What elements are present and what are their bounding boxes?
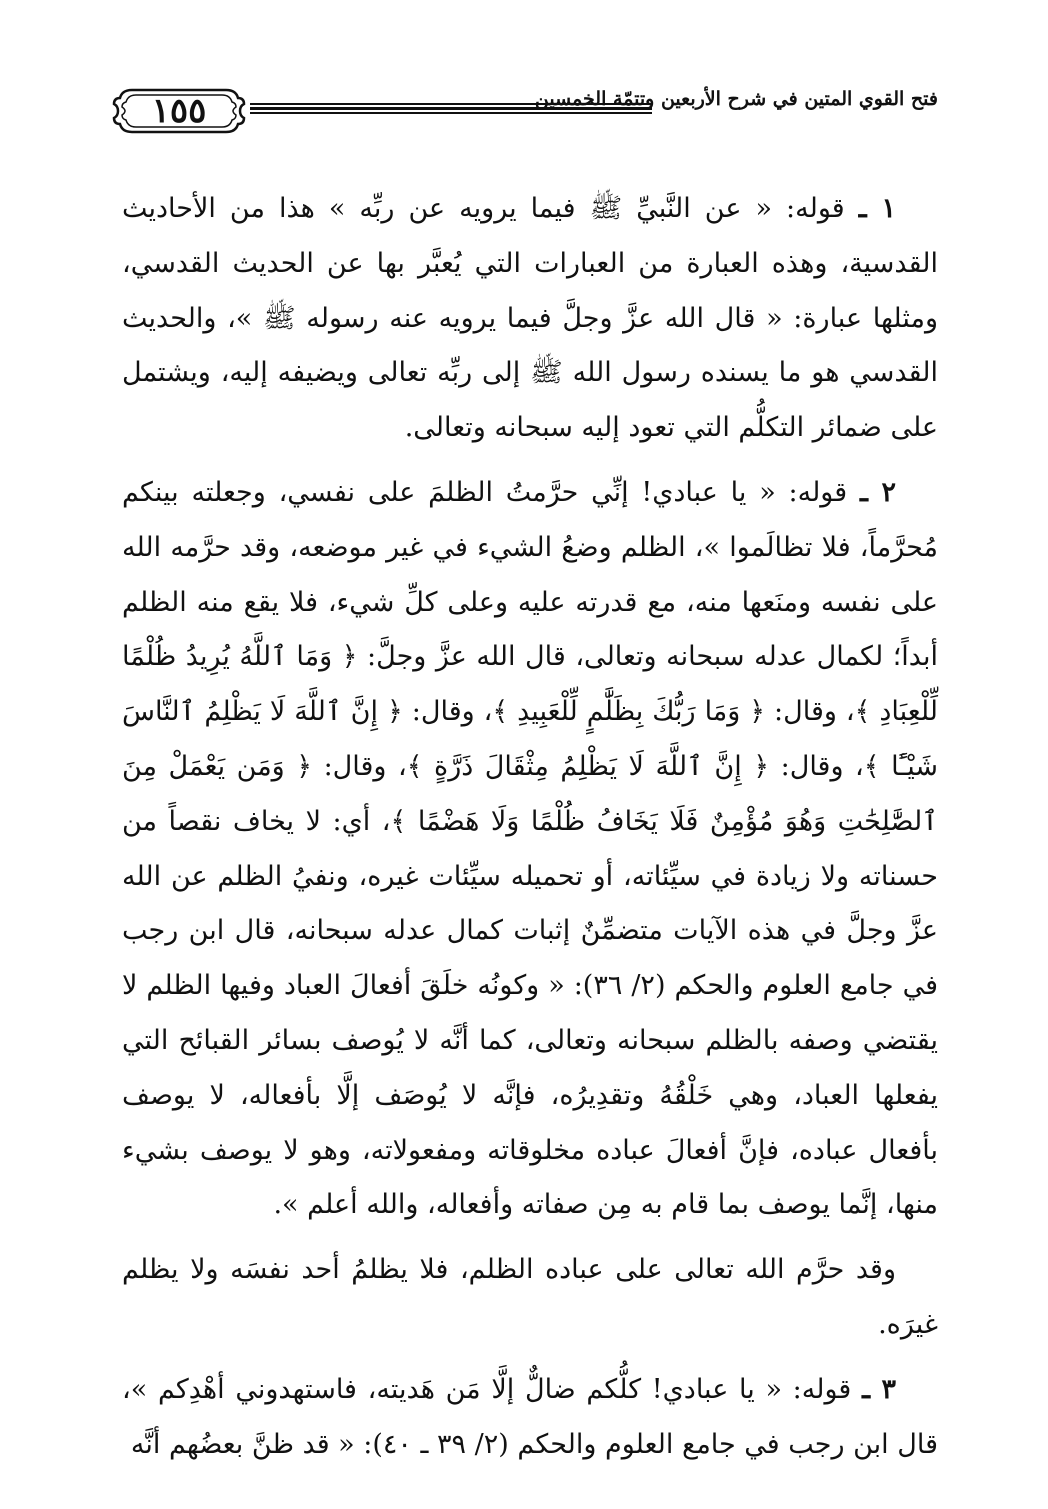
paragraph-text: قوله: « عن النَّبيِّ ﷺ فيما يرويه عن ربِّه » هذا من الأحاديث القدسية، وهذه العبارة من العبارات التي يُعبَّر بها عن الحديث القدسي، ومثلها عبارة: « قال الله عزَّ وجلَّ فيما يرويه عنه رسوله ﷺ »، والحديث القدسي هو ما يسنده رسول الله ﷺ إلى ربِّه تعالى ويضيفه إليه، ويشتمل على ضمائر التكلُّم التي تعود إليه سبحانه وتعالى. — [122, 193, 938, 444]
paragraph-text: قوله: « يا عبادي! إنِّي حرَّمتُ الظلمَ على نفسي، وجعلته بينكم مُحرَّماً، فلا تظالَموا »، الظلم وضعُ الشيء في غير موضعه، وقد حرَّمه الله على نفسه ومنَعها منه، مع قدرته عليه وعلى كلِّ شيء، فلا يقع منه الظلم أبداً؛ لكمال عدله سبحانه وتعالى، قال الله عزَّ وجلَّ: ﴿ وَمَا ٱللَّهُ يُرِيدُ ظُلْمًا لِّلْعِبَادِ ﴾، وقال: ﴿ وَمَا رَبُّكَ بِظَلَّٰمٍ لِّلْعَبِيدِ ﴾، وقال: ﴿ إِنَّ ٱللَّهَ لَا يَظْلِمُ ٱلنَّاسَ شَيْـًٔا ﴾، وقال: ﴿ إِنَّ ٱللَّهَ لَا يَظْلِمُ مِثْقَالَ ذَرَّةٍ ﴾، وقال: ﴿ وَمَن يَعْمَلْ مِنَ ٱلصَّٰلِحَٰتِ وَهُوَ مُؤْمِنٌ فَلَا يَخَافُ ظُلْمًا وَلَا هَضْمًا ﴾، أي: لا يخاف نقصاً من حسناته ولا زيادة في سيِّئاته، أو تحميله سيِّئات غيره، ونفيُ الظلم عن الله عزَّ وجلَّ في هذه الآيات متضمِّنٌ إثبات كمال عدله سبحانه، قال ابن رجب في جامع العلوم والحكم (٢/ ٣٦): « وكونُه خلَقَ أفعالَ العباد وفيها الظلم لا يقتضي وصفه بالظلم سبحانه وتعالى، كما أنَّه لا يُوصف بسائر القبائح التي يفعلها العباد، وهي خَلْقُهُ وتقدِيرُه، فإنَّه لا يُوصَف إلَّا بأفعاله، لا يوصف بأفعال عباده، فإنَّ أفعالَ عباده مخلوقاته ومفعولاته، وهو لا يوصف بشيء منها، إنَّما يوصف بما قام به مِن صفاته وأفعاله، والله أعلم ». — [122, 476, 938, 1221]
paragraph — [122, 1243, 938, 1353]
item-number: ٢ ـ — [859, 476, 896, 508]
item-number: ١ ـ — [858, 193, 896, 224]
page-number-frame — [110, 86, 248, 136]
paragraph-text: قوله: « يا عبادي! كلُّكم ضالٌّ إلَّا مَن هَديته، فاستهدوني أهْدِكم »، قال ابن رجب في جامع العلوم والحكم (٢/ ٣٩ ـ ٤٠): « قد ظنَّ بعضُهم أنَّه — [122, 1373, 938, 1460]
paragraph — [122, 182, 938, 456]
running-title: فتح القوي المتين في شرح الأربعين وتتمّة الخمسين — [534, 88, 938, 110]
paragraph-text: وقد حرَّم الله تعالى على عباده الظلم، فلا يظلمُ أحد نفسَه ولا يظلم غيرَه. — [122, 1254, 938, 1340]
page-number: ١٥٥ — [151, 91, 207, 131]
paragraph — [122, 1363, 938, 1473]
paragraph — [122, 466, 938, 1233]
body-text — [122, 182, 938, 1472]
page-header — [110, 78, 938, 148]
item-number: ٣ ـ — [862, 1373, 897, 1405]
